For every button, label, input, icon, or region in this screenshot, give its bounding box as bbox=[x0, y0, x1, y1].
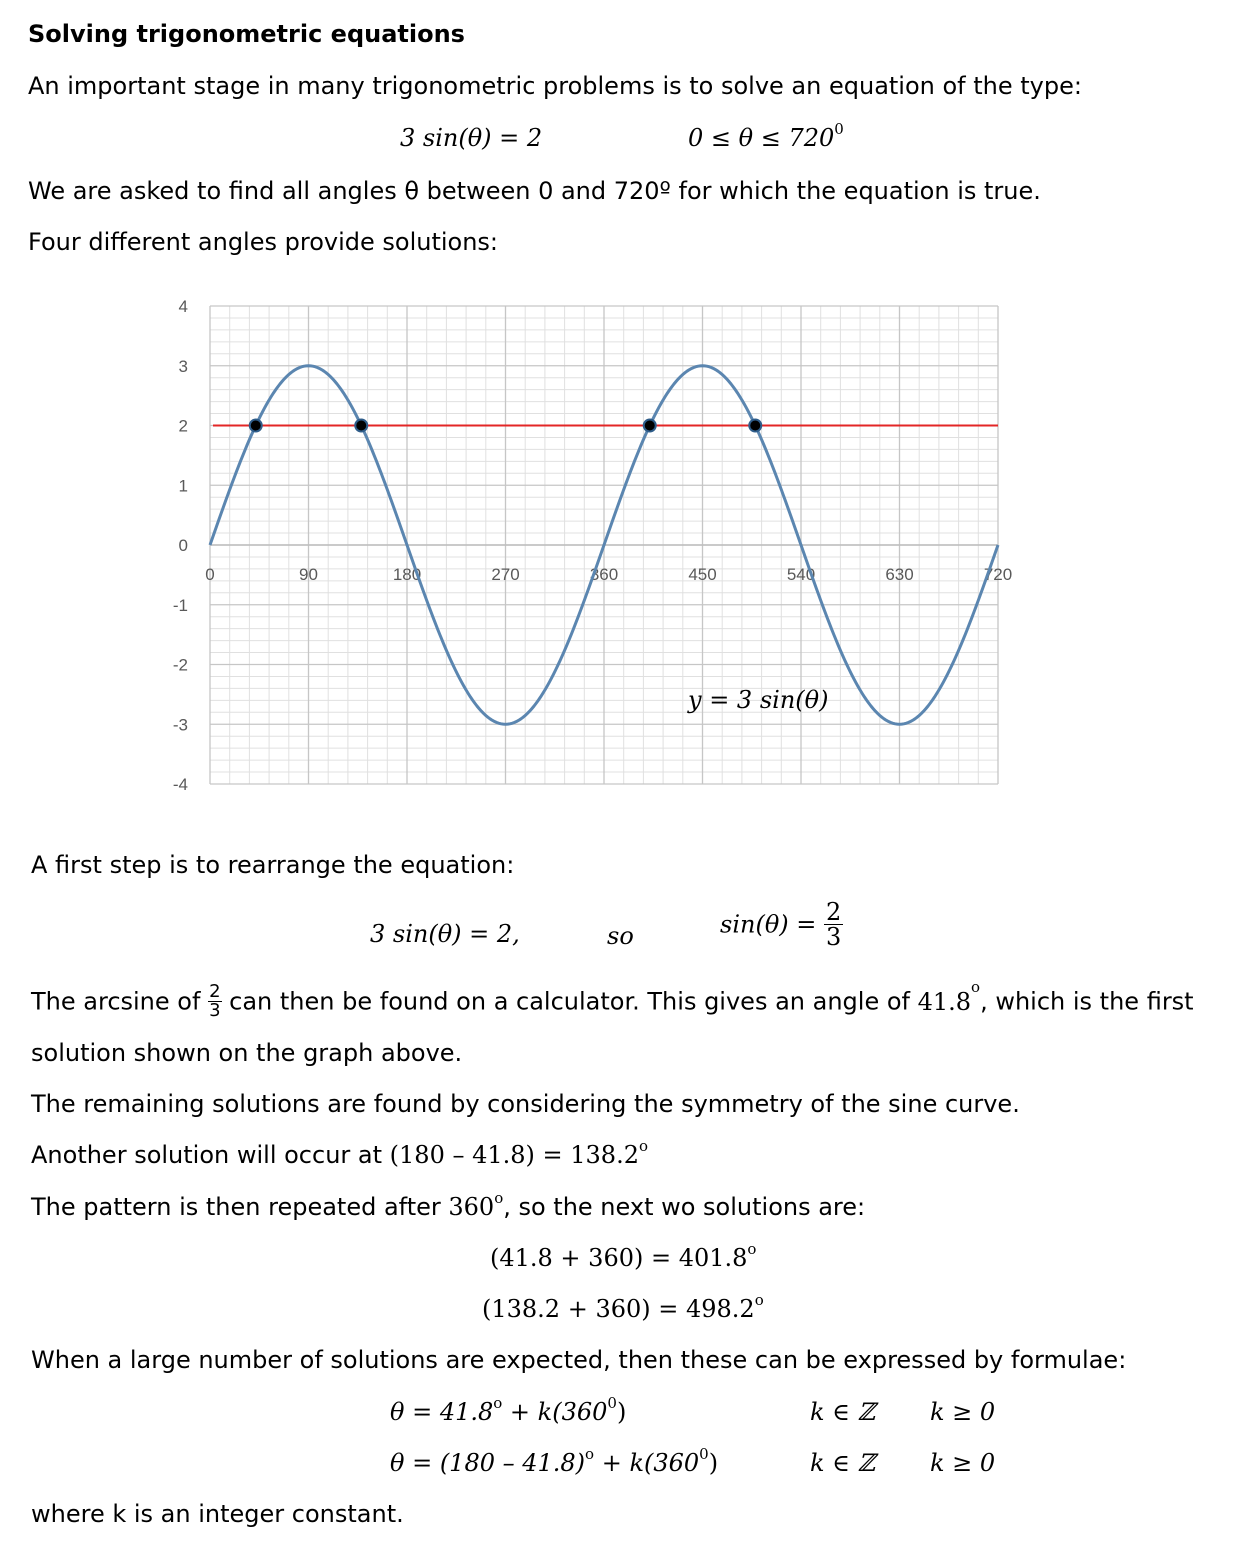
sine-chart bbox=[160, 290, 1040, 800]
x-tick-label: 540 bbox=[786, 565, 816, 584]
x-tick-label: 630 bbox=[885, 565, 914, 584]
y-tick-label: -1 bbox=[172, 595, 188, 615]
equation-range bbox=[688, 120, 844, 152]
find-paragraph: We are asked to find all angles θ between 0 and 720º for which the equation is true. bbox=[28, 177, 1041, 205]
page-title: Solving trigonometric equations bbox=[28, 20, 465, 48]
x-tick-label: 450 bbox=[688, 565, 717, 584]
equation-sin: sin(θ) = $\frac{2}{3}$ bbox=[720, 898, 842, 951]
formula-one-cond: k ≥ 0 bbox=[930, 1398, 996, 1426]
range-sup: 0 bbox=[834, 120, 844, 138]
fraction-inline: $\frac{2}{3}$ bbox=[209, 981, 221, 1021]
intro-paragraph: An important stage in many trigonometric problems is to solve an equation of the type: bbox=[28, 72, 1082, 100]
x-tick-label: 180 bbox=[392, 565, 422, 584]
four-paragraph: Four different angles provide solutions: bbox=[28, 228, 499, 256]
y-tick-label: 3 bbox=[178, 356, 188, 376]
equation-main bbox=[400, 126, 542, 150]
x-tick-label: 270 bbox=[491, 565, 520, 584]
solution-fourth: $(138.2 + 360) = 498.2^o$ bbox=[482, 1291, 764, 1323]
equation-lhs: 3 sin(θ) = 2 bbox=[400, 124, 543, 152]
arcsine-line2: solution shown on the graph above. bbox=[31, 1039, 463, 1067]
x-tick-label: 0 bbox=[205, 565, 215, 584]
x-tick-label: 90 bbox=[299, 565, 318, 584]
y-tick-label: -4 bbox=[172, 775, 188, 794]
where-paragraph: where k is an integer constant. bbox=[31, 1500, 404, 1528]
solution-point bbox=[749, 420, 761, 432]
fraction-two-thirds: $\frac{2}{3}$ bbox=[826, 898, 842, 951]
so-word: so bbox=[607, 922, 634, 950]
equation-rearranged: 3 sin(θ) = 2, bbox=[370, 920, 520, 948]
large-paragraph: When a large number of solutions are expected, then these can be expressed by formulae: bbox=[31, 1346, 1127, 1374]
remaining-paragraph: The remaining solutions are found by considering the symmetry of the sine curve. bbox=[31, 1090, 1020, 1118]
formula-two: $\theta = (180 - 41.8)^o + k(360^0)$ bbox=[390, 1445, 719, 1477]
y-tick-label: -3 bbox=[172, 715, 188, 735]
y-tick-label: -2 bbox=[172, 655, 188, 675]
formula-two-set: k ∈ ℤ bbox=[810, 1449, 876, 1477]
arcsine-paragraph: The arcsine of $\frac{2}{3}$ can then be found on a calculator. This gives an angle of 41.8$^o$, which is the first bbox=[31, 978, 1194, 1021]
chart-annotation: y = 3 sin(θ) bbox=[688, 686, 829, 714]
pattern-paragraph: The pattern is then repeated after 360$^o$, so the next wo solutions are: bbox=[31, 1189, 866, 1221]
first-step-paragraph: A first step is to rearrange the equation: bbox=[31, 851, 515, 879]
x-tick-label: 360 bbox=[589, 565, 619, 584]
formula-one: $\theta = 41.8^o + k(360^0)$ bbox=[390, 1394, 627, 1426]
range-text: 0 ≤ θ ≤ 720 bbox=[688, 124, 835, 152]
y-tick-label: 0 bbox=[178, 536, 188, 555]
chart-y-ticks bbox=[173, 297, 188, 794]
solution-third: $(41.8 + 360) = 401.8^o$ bbox=[490, 1240, 757, 1272]
y-tick-label: 2 bbox=[178, 416, 188, 436]
y-tick-label: 1 bbox=[178, 476, 188, 496]
another-paragraph: Another solution will occur at $(180 - 41.8) = 138.2^o$ bbox=[31, 1137, 649, 1169]
x-tick-label: 720 bbox=[983, 565, 1013, 584]
solution-point bbox=[644, 420, 656, 432]
solution-point bbox=[250, 420, 262, 432]
formula-two-cond: k ≥ 0 bbox=[930, 1449, 996, 1477]
formula-one-set: k ∈ ℤ bbox=[810, 1398, 876, 1426]
y-tick-label: 4 bbox=[178, 297, 188, 316]
solution-point bbox=[355, 420, 367, 432]
